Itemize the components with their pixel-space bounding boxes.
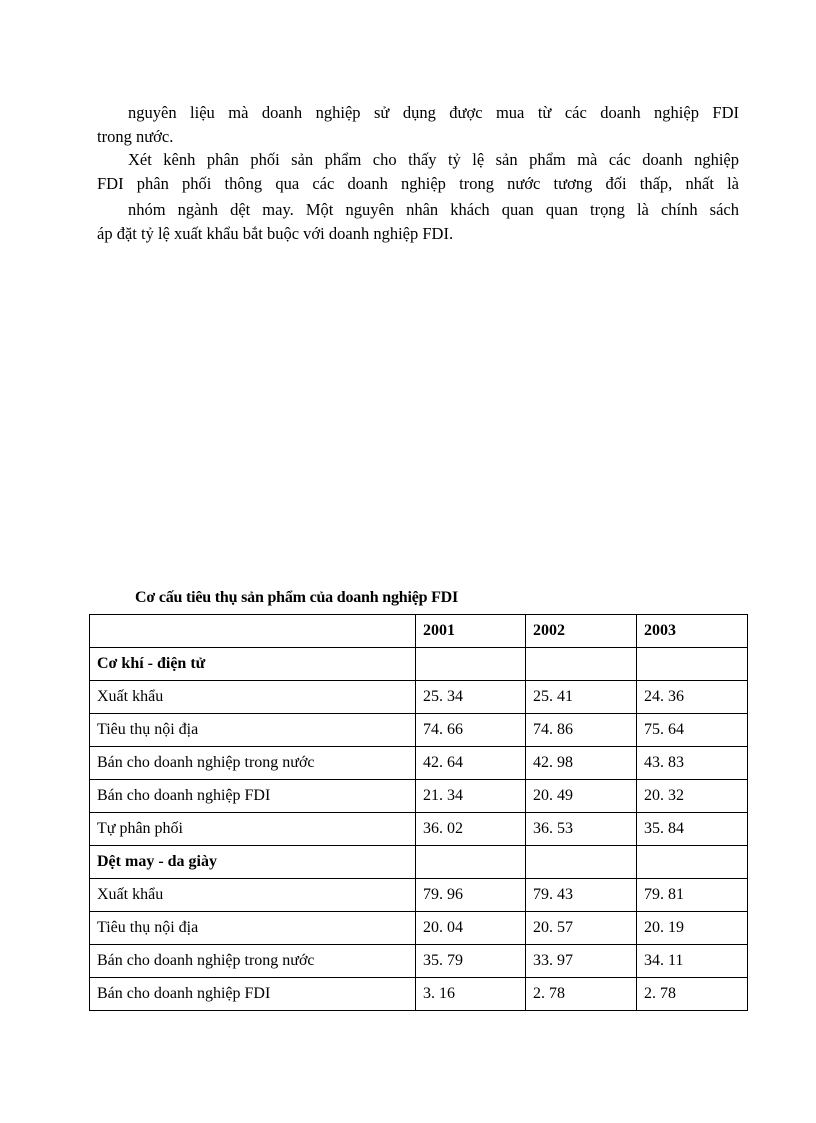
table-cell: 74. 86 bbox=[526, 714, 637, 747]
table-cell: Bán cho doanh nghiệp trong nước bbox=[90, 747, 416, 780]
table-cell: Tiêu thụ nội địa bbox=[90, 714, 416, 747]
table-cell: Dệt may - da giày bbox=[90, 846, 416, 879]
table-cell: 20. 49 bbox=[526, 780, 637, 813]
table-cell: Bán cho doanh nghiệp FDI bbox=[90, 978, 416, 1011]
table-cell: Bán cho doanh nghiệp FDI bbox=[90, 780, 416, 813]
table-cell bbox=[526, 648, 637, 681]
table-cell: 34. 11 bbox=[637, 945, 748, 978]
table-cell: Tự phân phối bbox=[90, 813, 416, 846]
table-header-row bbox=[90, 615, 748, 648]
table-row bbox=[90, 978, 748, 1011]
table-cell: 35. 84 bbox=[637, 813, 748, 846]
table-cell: 20. 57 bbox=[526, 912, 637, 945]
table-cell: 2. 78 bbox=[526, 978, 637, 1011]
table-cell: 24. 36 bbox=[637, 681, 748, 714]
table-row bbox=[90, 912, 748, 945]
table-group-row bbox=[90, 846, 748, 879]
consumption-structure-table bbox=[89, 614, 748, 1011]
paragraph-3 bbox=[97, 198, 739, 246]
table-cell bbox=[637, 846, 748, 879]
table-cell: 42. 64 bbox=[416, 747, 526, 780]
table-cell: Xuất khẩu bbox=[90, 879, 416, 912]
paragraph-line: trong nước. bbox=[97, 127, 174, 146]
table-cell: Cơ khí - điện tử bbox=[90, 648, 416, 681]
table-cell bbox=[637, 648, 748, 681]
table-cell: Bán cho doanh nghiệp trong nước bbox=[90, 945, 416, 978]
table-cell: 20. 19 bbox=[637, 912, 748, 945]
table-cell: 2. 78 bbox=[637, 978, 748, 1011]
table-cell: 33. 97 bbox=[526, 945, 637, 978]
table-group-row bbox=[90, 648, 748, 681]
table-title: Cơ cấu tiêu thụ sản phẩm của doanh nghiệp FDI bbox=[135, 589, 459, 606]
table-row bbox=[90, 747, 748, 780]
paragraph-1 bbox=[97, 101, 739, 149]
table-cell bbox=[416, 846, 526, 879]
table-cell: 2002 bbox=[526, 615, 637, 648]
table-cell: 2003 bbox=[637, 615, 748, 648]
table-cell: 79. 81 bbox=[637, 879, 748, 912]
table-row bbox=[90, 714, 748, 747]
table-cell: 42. 98 bbox=[526, 747, 637, 780]
paragraph-line: nhóm ngành dệt may. Một nguyên nhân khách quan quan trọng là chính sách bbox=[128, 200, 739, 219]
table-cell: 79. 96 bbox=[416, 879, 526, 912]
table-row bbox=[90, 780, 748, 813]
table-cell: 20. 32 bbox=[637, 780, 748, 813]
table-cell: Xuất khẩu bbox=[90, 681, 416, 714]
table-row bbox=[90, 681, 748, 714]
paragraph-line: FDI phân phối thông qua các doanh nghiệp trong nước tương đối thấp, nhất là bbox=[97, 174, 739, 193]
paragraph-line: áp đặt tỷ lệ xuất khẩu bắt buộc với doanh nghiệp FDI. bbox=[97, 224, 454, 243]
table-row bbox=[90, 879, 748, 912]
table-cell bbox=[416, 648, 526, 681]
table-cell: Tiêu thụ nội địa bbox=[90, 912, 416, 945]
table-cell: 74. 66 bbox=[416, 714, 526, 747]
table-cell: 35. 79 bbox=[416, 945, 526, 978]
table-cell: 25. 41 bbox=[526, 681, 637, 714]
table-cell: 79. 43 bbox=[526, 879, 637, 912]
table-cell bbox=[526, 846, 637, 879]
table-cell: 21. 34 bbox=[416, 780, 526, 813]
table-row bbox=[90, 945, 748, 978]
paragraph-line: Xét kênh phân phối sản phẩm cho thấy tỷ lệ sản phẩm mà các doanh nghiệp bbox=[128, 150, 739, 169]
table-cell: 2001 bbox=[416, 615, 526, 648]
table-cell: 36. 02 bbox=[416, 813, 526, 846]
table-cell: 3. 16 bbox=[416, 978, 526, 1011]
table-cell: 75. 64 bbox=[637, 714, 748, 747]
table-cell bbox=[90, 615, 416, 648]
table-cell: 20. 04 bbox=[416, 912, 526, 945]
table-cell: 43. 83 bbox=[637, 747, 748, 780]
paragraph-line: nguyên liệu mà doanh nghiệp sử dụng được mua từ các doanh nghiệp FDI bbox=[128, 103, 739, 122]
paragraph-2 bbox=[97, 148, 739, 196]
table-cell: 36. 53 bbox=[526, 813, 637, 846]
table-cell: 25. 34 bbox=[416, 681, 526, 714]
table-row bbox=[90, 813, 748, 846]
